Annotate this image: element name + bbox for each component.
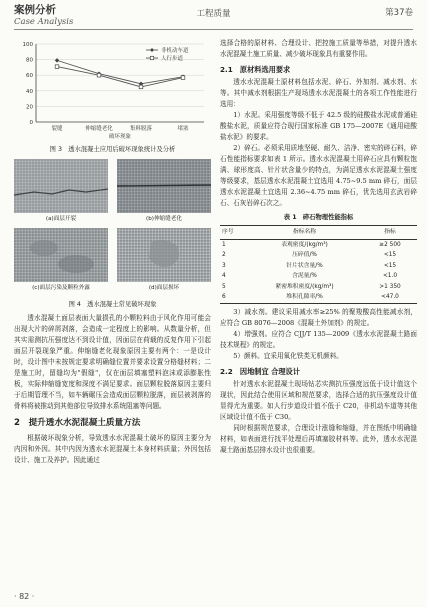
data-point bbox=[139, 85, 143, 89]
series-line bbox=[57, 67, 183, 87]
photo-joint-aging bbox=[117, 159, 211, 213]
table-cell: <1.0 bbox=[382, 273, 398, 280]
data-point bbox=[55, 65, 59, 69]
table-cell: 表观密度/(kg/m³) bbox=[281, 241, 328, 248]
table-cell: 紧密堆积密度/(kg/m³) bbox=[275, 283, 334, 290]
joint-texture bbox=[117, 159, 211, 213]
photo-surface-damage bbox=[117, 228, 211, 282]
x-tick-label: 伸缩缝老化 bbox=[85, 126, 113, 132]
body-paragraph: 3）减水剂。建议采用减水率≥25% 的聚羧酸高性能减水剂，应符合 GB 8076—2008《混凝土外加剂》的规定。 bbox=[220, 307, 417, 327]
table-row bbox=[220, 250, 417, 260]
table-cell: ≥2 500 bbox=[379, 241, 401, 248]
body-paragraph: 同时根据规范要求，合理设计涨缝和缩缝，并在图纸中明确缝材料，如表面进行找平处理后再填塞胶材料等。此外，透水水泥混凝土路面基层排水设计也很重要。 bbox=[220, 423, 417, 454]
legend-marker bbox=[150, 56, 153, 59]
section-title: 案例分析 bbox=[14, 4, 56, 16]
fig4-label-d: (d)面层损坏 bbox=[148, 285, 180, 291]
fig4-panel-c bbox=[14, 228, 108, 297]
body-paragraph: 针对透水水泥混凝土现场钻芯实测抗压强度远低于设计值这个现状，因此结合使用区域和规范要求，选择合适的抗压强度设计值显得尤为重要。如人行步道设计值不低于 C20，非机动车道等其他区域设计值不低于 C30。 bbox=[220, 379, 417, 421]
table-cell: 3 bbox=[222, 262, 226, 269]
fig4-panel-a bbox=[14, 159, 108, 228]
table-cell: <15 bbox=[383, 262, 397, 269]
subsection-heading: 2.1 原材料选用要求 bbox=[220, 65, 291, 74]
fig3-chart bbox=[14, 38, 211, 142]
series-line bbox=[57, 60, 183, 83]
left-column bbox=[14, 38, 211, 466]
journal-name: 工程质量 bbox=[196, 9, 231, 19]
photo-surface-pollution bbox=[14, 228, 108, 282]
table-cell: 针片状含量/% bbox=[286, 262, 323, 269]
table-cell: <47.0 bbox=[363, 292, 417, 303]
right-column bbox=[220, 38, 417, 456]
subsection-heading: 2.2 因地制宜 合理设计 bbox=[220, 366, 300, 376]
legend-label: 非机动车道 bbox=[161, 48, 189, 54]
body-paragraph: 选择合格的原材料、合理设计、把控施工质量等举措，对提升透水水泥混凝土施工质量、减少破坏现象具有重要作用。 bbox=[220, 39, 417, 58]
table-header: 指标 bbox=[363, 226, 417, 240]
table-cell: 6 bbox=[220, 292, 246, 303]
y-tick-label: 100 bbox=[22, 42, 33, 48]
y-tick-label: 0 bbox=[29, 120, 33, 126]
fig4-label-b: (b)伸缩缝老化 bbox=[146, 216, 182, 222]
table-cell: 4 bbox=[222, 273, 226, 280]
body-paragraph: 1）水泥。采用强度等级不低于 42.5 级的硅酸盐水泥或普通硅酸盐水泥，质量应符合现行国家标准 GB 175—2007E《通用硅酸盐水泥》的要求。 bbox=[220, 111, 417, 141]
fig4-label-c: (c)面层污染及颗粒外露 bbox=[32, 285, 90, 291]
data-point bbox=[97, 73, 101, 77]
volume-label: 第37卷 bbox=[385, 8, 413, 18]
y-tick-label: 40 bbox=[26, 88, 33, 95]
table-cell: 含泥量/% bbox=[292, 273, 317, 280]
body-paragraph: 4）增强剂。应符合 CJJ/T 135—2009《透水水泥混凝土路面技术规程》的规定。 bbox=[220, 329, 417, 349]
table1-caption: 表 1 碎石物理性能指标 bbox=[283, 214, 354, 221]
fig4-panel-b bbox=[117, 159, 211, 228]
x-tick-label: 堵塞 bbox=[177, 126, 189, 132]
table-row bbox=[220, 282, 417, 292]
y-tick-label: 60 bbox=[26, 73, 33, 80]
line-chart bbox=[14, 38, 211, 142]
body-paragraph: 透水混凝土面层表面大量损孔的小颗粒料由于风化作用可能会出现大片的碎屑剥落，会造成一定程度上的影响。从数量分析，但其实需测抗压强度达不到设计值，因面层在荷载的反复作用下引起面层开裂现象严重。伸缩缝老化现象原因主要有两个：一是设计时，设计图中未按规定要求明确缝位置并要求设置分格缝材料；二是施工时，留缝均为"假缝"，仅在面层填塞塑料泡沫或添膨胀性板，实际伸缩缝宽度和深度不满足要求。面层颗粒脱落原因主要归于后期管理不当，如车辆碾压会造成面层颗粒脱落，面层被剥落的骨料将被推动到其他部位导致排水系统阻塞等问题。 bbox=[14, 314, 211, 410]
data-point bbox=[55, 58, 59, 62]
table-cell: 堆积孔隙率/% bbox=[246, 292, 363, 303]
body-paragraph: 根据破坏现象分析，导致透水水泥混凝土破坏的原因主要分为内因和外因。其中内因为透水水泥混凝土本身材料质量；外因包括设计、施工及养护。因此通过 bbox=[14, 434, 211, 464]
data-point bbox=[181, 76, 185, 80]
page-number: · 82 · bbox=[14, 592, 35, 601]
table-row bbox=[220, 271, 417, 281]
chart-legend bbox=[146, 46, 189, 62]
y-tick-label: 20 bbox=[26, 104, 33, 111]
table-header: 序号 bbox=[220, 226, 246, 240]
table-row bbox=[220, 261, 417, 271]
table-header-row bbox=[220, 226, 417, 240]
table-header: 指标名称 bbox=[246, 226, 363, 240]
section-subtitle: Case Analysis bbox=[14, 17, 74, 27]
table-row bbox=[220, 292, 417, 303]
x-axis-label: 破坏现象 bbox=[108, 134, 132, 140]
section-heading: 2 提升透水水泥混凝土质量方法 bbox=[14, 418, 141, 428]
table-row bbox=[220, 240, 417, 251]
table-cell: 5 bbox=[222, 283, 226, 290]
photo-cracked-surface bbox=[14, 159, 108, 213]
page-header bbox=[0, 0, 427, 33]
table-cell: 1 bbox=[222, 241, 226, 248]
fig4-grid bbox=[14, 159, 211, 297]
fig4-panel-d bbox=[117, 228, 211, 297]
table-cell: <15 bbox=[383, 252, 397, 259]
fig4-caption: 图 4 透水混凝土常见破坏现象 bbox=[68, 301, 157, 308]
body-paragraph: 5）颜料。宜采用氧化铁类无机颜料。 bbox=[233, 351, 343, 360]
pollution-texture bbox=[14, 228, 108, 282]
body-paragraph: 2）碎石。必须采用质地坚硬、耐久、洁净、密实的碎石料，碎石性能指标要求如表 1 所示。透水水泥混凝土用碎石应具有颗粒饱满、球形度高、针片状含量少的特点，为满足透水水泥混凝土强度等级要求，基层透水水泥混凝土宜选用 4.75~9.5 mm 碎石，面层透水水泥混凝土宜选用 2.36~4.75 mm 碎石，优先选用玄武岩碎石、石灰岩碎石次之。 bbox=[220, 144, 417, 207]
y-tick-label: 80 bbox=[26, 57, 33, 64]
fig4-label-a: (a)面层开裂 bbox=[45, 216, 77, 222]
crack-texture bbox=[14, 159, 108, 213]
x-tick-label: 裂缝 bbox=[51, 126, 63, 132]
damage-texture bbox=[117, 228, 211, 282]
legend-label: 人行步道 bbox=[161, 56, 184, 62]
table1 bbox=[220, 225, 417, 304]
fig3-caption: 图 3 透水混凝土应用后破坏现象统计及分析 bbox=[49, 146, 176, 153]
header-rule bbox=[14, 29, 413, 30]
table-cell: >1 350 bbox=[379, 283, 401, 290]
x-tick-label: 集料脱落 bbox=[129, 126, 153, 132]
body-paragraph: 透水水泥混凝土原材料包括水泥、碎石、外加剂、减水剂、水等。其中减水剂根据生产现场透水水泥混凝土的各项工作性能进行选用： bbox=[220, 78, 417, 108]
table-cell: 压碎值/% bbox=[292, 252, 317, 259]
chart-series bbox=[55, 58, 185, 89]
table-cell: 2 bbox=[222, 252, 226, 259]
legend-marker bbox=[150, 48, 154, 52]
